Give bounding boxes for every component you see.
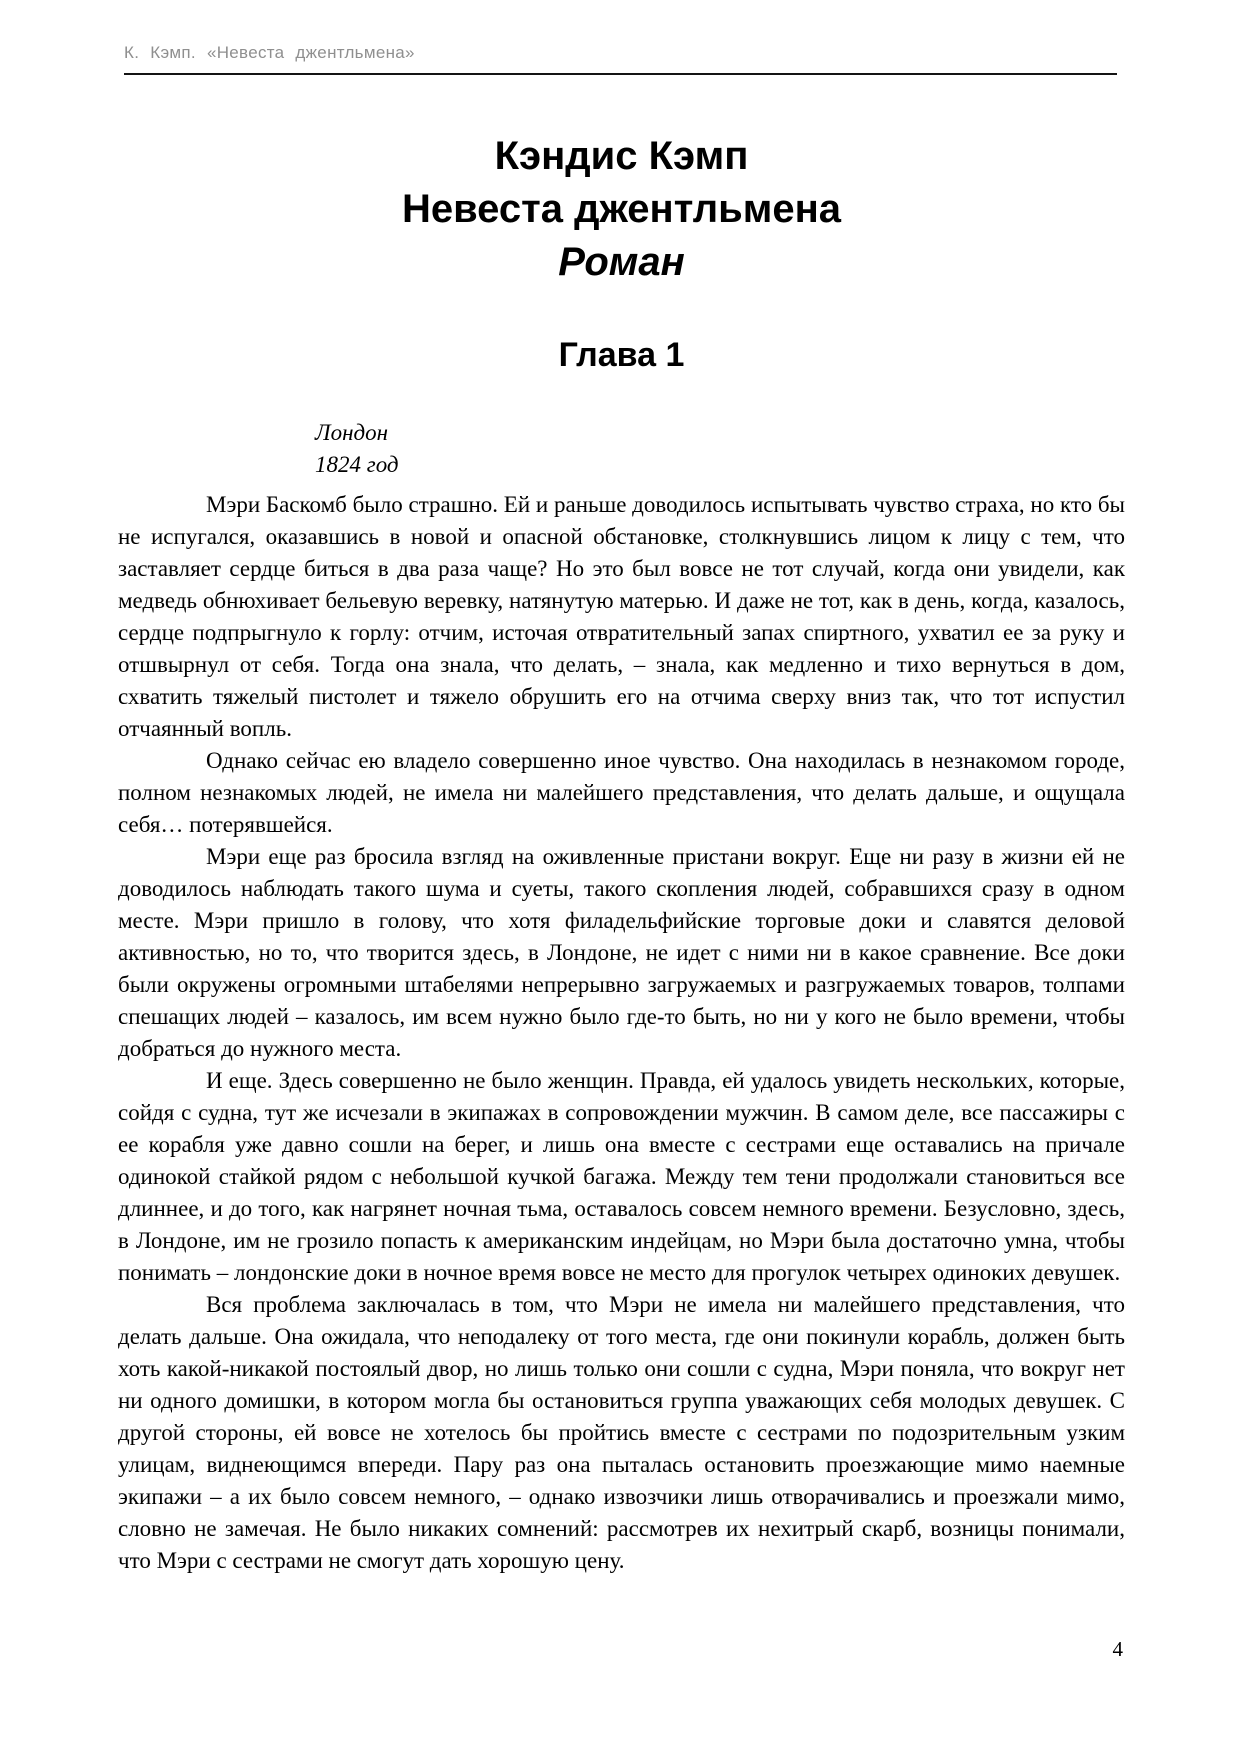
paragraph: Мэри Баскомб было страшно. Ей и раньше доводилось испытывать чувство страха, но кто бы не испугался, оказавшись в новой и опасной обстановке, столкнувшись лицом к лицу с тем, что заставляет сердце биться в два раза чаще? Но это был вовсе не тот случай, когда они увидели, как медведь обнюхивает бельевую веревку, натянутую матерью. И даже не тот, как в день, когда, казалось, сердце подпрыгнуло к горлу: отчим, источая отвратительный запах спиртного, ухватил ее за руку и отшвырнул от себя. Тогда она знала, что делать, – знала, как медленно и тихо вернуться в дом, схватить тяжелый пистолет и тяжело обрушить его на отчима сверху вниз так, что тот испустил отчаянный вопль. [118, 492, 1125, 741]
title-block [118, 130, 1125, 289]
running-header: К. Кэмп. «Невеста джентльмена» [124, 43, 415, 62]
dateline-year: 1824 год [315, 452, 399, 477]
page-body [118, 0, 1125, 1577]
book-subtitle: Роман [558, 240, 685, 284]
paragraph: Вся проблема заключалась в том, что Мэри не имела ни малейшего представления, что делать дальше. Она ожидала, что неподалеку от того места, где они покинули корабль, должен быть хоть какой-никакой постоялый двор, но лишь только они сошли с судна, Мэри поняла, что вокруг нет ни одного домишки, в котором могла бы остановиться группа уважающих себя молодых девушек. С другой стороны, ей вовсе не хотелось бы пройтись вместе с сестрами по подозрительным узким улицам, виднеющимся впереди. Пару раз она пыталась остановить проезжающие мимо наемные экипажи – а их было совсем немного, – однако извозчики лишь отворачивались и проезжали мимо, словно не замечая. Не было никаких сомнений: рассмотрев их нехитрый скарб, возницы понимали, что Мэри с сестрами не смогут дать хорошую цену. [118, 1292, 1125, 1573]
book-title: Невеста джентльмена [401, 187, 842, 231]
dateline [315, 417, 1125, 481]
paragraph: Мэри еще раз бросила взгляд на оживленные пристани вокруг. Еще ни разу в жизни ей не доводилось наблюдать такого шума и суеты, такого скопления людей, собравшихся сразу в одном месте. Мэри пришло в голову, что хотя филадельфийские торговые доки и славятся деловой активностью, но то, что творится здесь, в Лондоне, не идет с ними ни в какое сравнение. Все доки были окружены огромными штабелями непрерывно загружаемых и разгружаемых товаров, толпами спешащих людей – казалось, им всем нужно было где-то быть, но ни у кого не было времени, чтобы добраться до нужного места. [118, 844, 1125, 1061]
body-paragraphs [118, 489, 1125, 1577]
paragraph: Однако сейчас ею владело совершенно иное чувство. Она находилась в незнакомом городе, полном незнакомых людей, не имела ни малейшего представления, что делать дальше, и ощущала себя… потерявшейся. [118, 748, 1125, 837]
page-number: 4 [1112, 1637, 1123, 1661]
paragraph: И еще. Здесь совершенно не было женщин. Правда, ей удалось увидеть нескольких, которые, сойдя с судна, тут же исчезали в экипажах в сопровождении мужчин. В самом деле, все пассажиры с ее корабля уже давно сошли на берег, и лишь она вместе с сестрами еще оставались на причале одинокой стайкой рядом с небольшой кучкой багажа. Между тем тени продолжали становиться все длиннее, и до того, как нагрянет ночная тьма, оставалось совсем немного времени. Безусловно, здесь, в Лондоне, им не грозило попасть к американским индейцам, но Мэри была достаточно умна, чтобы понимать – лондонские доки в ночное время вовсе не место для прогулок четырех одиноких девушек. [118, 1068, 1125, 1285]
book-author: Кэндис Кэмп [494, 134, 749, 178]
dateline-place: Лондон [315, 420, 389, 445]
chapter-heading: Глава 1 [558, 336, 685, 374]
